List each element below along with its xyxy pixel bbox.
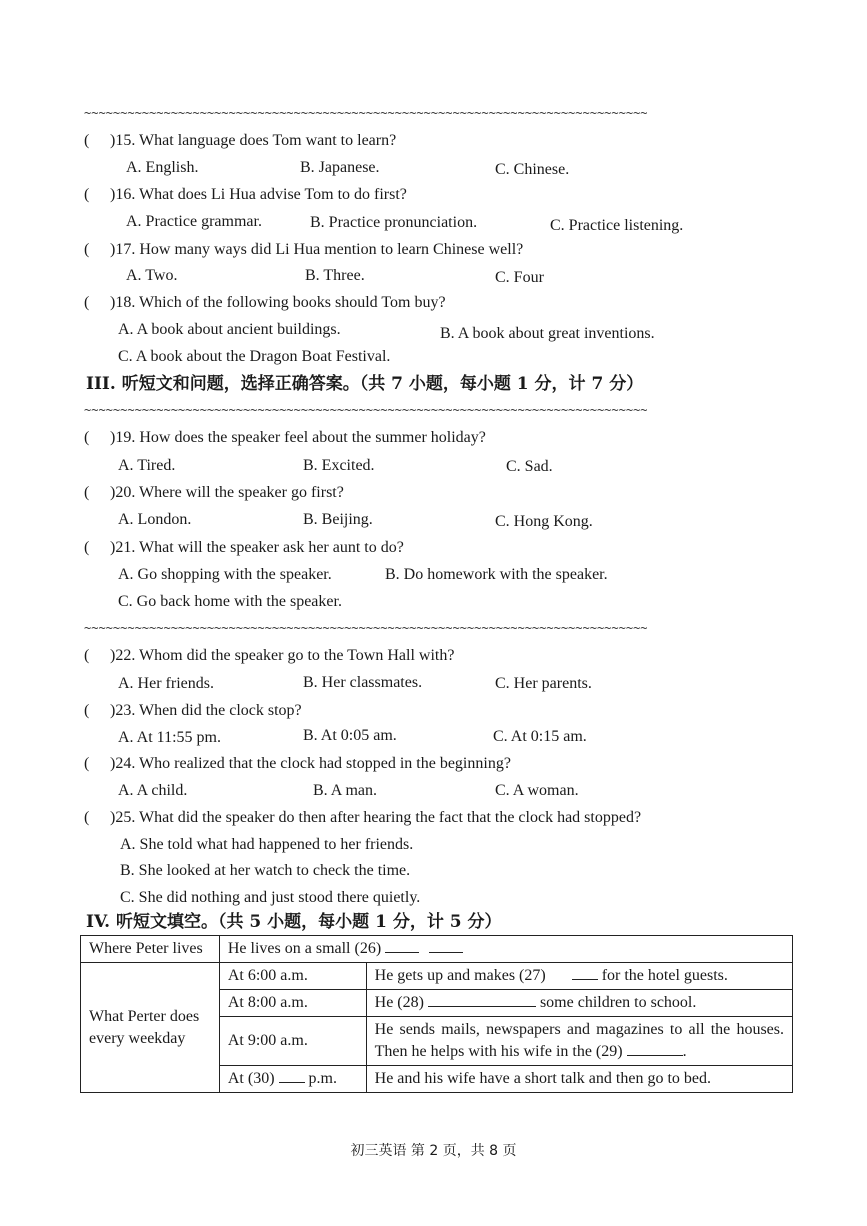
q15-option-a[interactable]: A. English. — [126, 159, 199, 176]
q24-option-a[interactable]: A. A child. — [118, 782, 188, 799]
q15-option-c[interactable]: C. Chinese. — [495, 161, 570, 178]
time-cell: At 6:00 a.m. — [219, 963, 366, 990]
q23-option-a[interactable]: A. At 11:55 pm. — [118, 729, 221, 746]
activity-cell: He gets up and makes (27) for the hotel guests. — [366, 963, 792, 990]
question-17: ( )17. How many ways did Li Hua mention to learn Chinese well? — [84, 241, 524, 258]
question-18: ( )18. Which of the following books should Tom buy? — [84, 294, 446, 311]
q19-option-c[interactable]: C. Sad. — [506, 458, 553, 475]
q16-option-a[interactable]: A. Practice grammar. — [126, 213, 262, 230]
q17-option-c[interactable]: C. Four — [495, 269, 544, 286]
activity-cell: He (28) some children to school. — [366, 990, 792, 1017]
q18-option-c[interactable]: C. A book about the Dragon Boat Festival. — [118, 348, 391, 365]
question-16: ( )16. What does Li Hua advise Tom to do first? — [84, 186, 407, 203]
blank-30[interactable] — [279, 1068, 305, 1083]
question-21: ( )21. What will the speaker ask her aunt to do? — [84, 539, 404, 556]
blank-26[interactable] — [385, 938, 419, 953]
page-footer: 初三英语 第 2 页，共 8 页 — [350, 1143, 517, 1159]
q19-option-a[interactable]: A. Tired. — [118, 457, 176, 474]
time-cell: At 8:00 a.m. — [219, 990, 366, 1017]
q17-option-b[interactable]: B. Three. — [305, 267, 365, 284]
time-cell: At (30) p.m. — [219, 1066, 366, 1093]
blank-26-extension[interactable] — [429, 938, 463, 953]
question-23: ( )23. When did the clock stop? — [84, 702, 302, 719]
row-label-where: Where Peter lives — [81, 936, 220, 963]
q19-option-b[interactable]: B. Excited. — [303, 457, 375, 474]
q21-option-b[interactable]: B. Do homework with the speaker. — [385, 566, 608, 583]
q23-option-b[interactable]: B. At 0:05 am. — [303, 727, 397, 744]
q20-option-a[interactable]: A. London. — [118, 511, 192, 528]
section-4-heading: IV. 听短文填空。（共 5 小题，每小题 1 分，计 5 分） — [86, 912, 502, 932]
time-cell: At 9:00 a.m. — [219, 1017, 366, 1066]
blank-28[interactable] — [428, 992, 536, 1007]
q18-option-b[interactable]: B. A book about great inventions. — [440, 325, 655, 342]
separator-line: ~~~~~~~~~~~~~~~~~~~~~~~~~~~~~~~~~~~~~~~~~~~~~~~~~~~~~~~~~~~~~~~~~~~~~~~~~~~~~~ — [84, 106, 648, 120]
blank-29[interactable] — [627, 1041, 683, 1056]
question-22: ( )22. Whom did the speaker go to the Town Hall with? — [84, 647, 455, 664]
q22-option-c[interactable]: C. Her parents. — [495, 675, 592, 692]
table-row — [81, 963, 793, 990]
activity-cell: He sends mails, newspapers and magazines to all the houses. Then he helps with his wife in the (29) . — [366, 1017, 792, 1066]
q20-option-b[interactable]: B. Beijing. — [303, 511, 373, 528]
q21-option-c[interactable]: C. Go back home with the speaker. — [118, 593, 342, 610]
row-where-content: He lives on a small (26) — [219, 936, 792, 963]
q24-option-b[interactable]: B. A man. — [313, 782, 378, 799]
q16-option-b[interactable]: B. Practice pronunciation. — [310, 214, 478, 231]
q20-option-c[interactable]: C. Hong Kong. — [495, 513, 593, 530]
q24-option-c[interactable]: C. A woman. — [495, 782, 579, 799]
q21-option-a[interactable]: A. Go shopping with the speaker. — [118, 566, 332, 583]
q17-option-a[interactable]: A. Two. — [126, 267, 178, 284]
separator-line: ~~~~~~~~~~~~~~~~~~~~~~~~~~~~~~~~~~~~~~~~~~~~~~~~~~~~~~~~~~~~~~~~~~~~~~~~~~~~~~ — [84, 621, 648, 635]
q25-option-b[interactable]: B. She looked at her watch to check the time. — [120, 862, 411, 879]
q22-option-b[interactable]: B. Her classmates. — [303, 674, 423, 691]
table-row — [81, 936, 793, 963]
blank-27[interactable] — [572, 965, 598, 980]
question-19: ( )19. How does the speaker feel about the summer holiday? — [84, 429, 486, 446]
q15-option-b[interactable]: B. Japanese. — [300, 159, 380, 176]
q23-option-c[interactable]: C. At 0:15 am. — [493, 728, 587, 745]
q18-option-a[interactable]: A. A book about ancient buildings. — [118, 321, 341, 338]
q22-option-a[interactable]: A. Her friends. — [118, 675, 214, 692]
q25-option-c[interactable]: C. She did nothing and just stood there quietly. — [120, 889, 421, 906]
activity-cell: He and his wife have a short talk and then go to bed. — [366, 1066, 792, 1093]
q25-option-a[interactable]: A. She told what had happened to her friends. — [120, 836, 414, 853]
row-label-what: What Perter does every weekday — [81, 963, 220, 1093]
section-3-heading: III. 听短文和问题，选择正确答案。（共 7 小题，每小题 1 分，计 7 分） — [86, 374, 644, 394]
question-15: ( )15. What language does Tom want to learn? — [84, 132, 397, 149]
q16-option-c[interactable]: C. Practice listening. — [550, 217, 684, 234]
question-24: ( )24. Who realized that the clock had stopped in the beginning? — [84, 755, 511, 772]
question-25: ( )25. What did the speaker do then after hearing the fact that the clock had stopped? — [84, 809, 642, 826]
fill-in-table — [80, 935, 793, 1093]
separator-line: ~~~~~~~~~~~~~~~~~~~~~~~~~~~~~~~~~~~~~~~~~~~~~~~~~~~~~~~~~~~~~~~~~~~~~~~~~~~~~~ — [84, 403, 648, 417]
question-20: ( )20. Where will the speaker go first? — [84, 484, 344, 501]
